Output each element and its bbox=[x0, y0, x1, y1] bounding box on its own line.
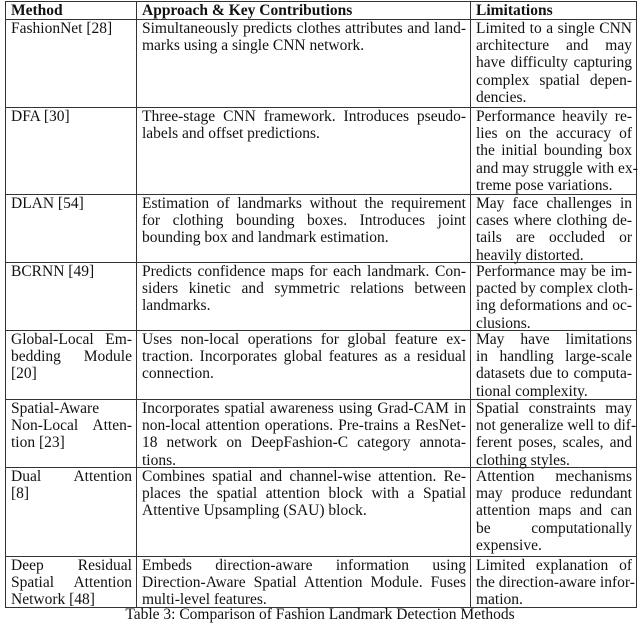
approach-cell bbox=[137, 400, 471, 467]
approach-text-line: non-local attention operations. Pre-trains a ResNet- bbox=[142, 417, 466, 435]
method-text-line: Spatial Attention bbox=[11, 574, 132, 592]
approach-text-line: landmarks. bbox=[142, 297, 211, 315]
limitations-text-line: Limited to a single CNN bbox=[476, 20, 632, 37]
method-text-line: Non-Local Atten- bbox=[11, 417, 132, 435]
method-text-line: tion [23] bbox=[11, 434, 65, 452]
table-header-row bbox=[6, 2, 636, 19]
method-text-line: Global-Local Em- bbox=[11, 331, 132, 348]
limitations-text-line: expensive. bbox=[476, 536, 542, 554]
method-cell bbox=[6, 195, 137, 262]
limitations-text-line: have difficulty capturing bbox=[476, 54, 632, 72]
method-cell bbox=[6, 20, 137, 107]
method-cell bbox=[6, 331, 137, 399]
header-cell bbox=[137, 2, 471, 19]
method-cell bbox=[6, 263, 137, 330]
limitations-text-line: attention maps and can bbox=[476, 502, 632, 520]
method-text-line: [20] bbox=[11, 365, 37, 383]
limitations-text-line: clusions. bbox=[476, 314, 531, 332]
approach-cell bbox=[137, 557, 471, 607]
limitations-text-line: cases where clothing de- bbox=[476, 212, 632, 230]
table-row bbox=[6, 467, 636, 556]
approach-text-line: Direction-Aware Spatial Attention Module. Fuses bbox=[142, 574, 466, 592]
approach-text-line: tions. bbox=[142, 451, 177, 469]
limitations-text-line: mation. bbox=[476, 591, 523, 609]
approach-cell bbox=[137, 195, 471, 262]
approach-text-line: Three-stage CNN framework. Introduces pseudo- bbox=[142, 108, 466, 125]
table-row bbox=[6, 107, 636, 194]
limitations-cell bbox=[471, 263, 636, 330]
limitations-cell bbox=[471, 20, 636, 107]
approach-text-line: connection. bbox=[142, 365, 214, 383]
limitations-text-line: may produce redundant bbox=[476, 485, 632, 503]
approach-text-line: Estimation of landmarks without the requirement bbox=[142, 195, 466, 212]
method-cell bbox=[6, 400, 137, 467]
table-row bbox=[6, 194, 636, 262]
header-cell bbox=[471, 2, 636, 19]
limitations-text-line: Limited explanation of bbox=[476, 557, 632, 574]
method-text-line: DFA [30] bbox=[11, 108, 70, 125]
limitations-text-line: and may struggle with ex- bbox=[476, 159, 638, 177]
approach-text-line: for clothing bounding boxes. Introduces joint bbox=[142, 212, 466, 230]
method-text-line: Spatial-Aware bbox=[11, 400, 100, 417]
limitations-text-line: May face challenges in bbox=[476, 195, 632, 212]
limitations-cell bbox=[471, 557, 636, 607]
limitations-text-line: tails are occluded or bbox=[476, 229, 632, 247]
approach-text-line: Incorporates spatial awareness using Grad-CAM in bbox=[142, 400, 466, 417]
method-text-line: FashionNet [28] bbox=[11, 20, 113, 37]
approach-cell bbox=[137, 468, 471, 556]
limitations-text-line: clothing styles. bbox=[476, 451, 570, 469]
approach-text-line: Attentive Upsampling (SAU) block. bbox=[142, 502, 367, 520]
method-cell bbox=[6, 108, 137, 194]
limitations-text-line: complex spatial depen- bbox=[476, 71, 632, 89]
approach-text-line: 18 network on DeepFashion-C category annota- bbox=[142, 434, 466, 452]
limitations-text-line: dencies. bbox=[476, 88, 527, 106]
limitations-text-line: in handling large-scale bbox=[476, 348, 632, 366]
table-caption: Table 3: Comparison of Fashion Landmark Detection Methods bbox=[125, 606, 515, 623]
limitations-cell bbox=[471, 468, 636, 556]
limitations-text-line: the initial bounding box bbox=[476, 142, 632, 160]
limitations-text-line: Performance heavily re- bbox=[476, 108, 632, 125]
limitations-text-line: Spatial constraints may bbox=[476, 400, 632, 417]
approach-text-line: multi-level features. bbox=[142, 591, 267, 609]
limitations-text-line: not generalize well to dif- bbox=[476, 417, 637, 435]
limitations-text-line: datasets due to computa- bbox=[476, 365, 632, 383]
table-row bbox=[6, 19, 636, 107]
limitations-text-line: ferent poses, scales, and bbox=[476, 434, 632, 452]
limitations-cell bbox=[471, 195, 636, 262]
approach-text-line: Simultaneously predicts clothes attributes and land- bbox=[142, 20, 466, 37]
limitations-text-line: pacted by complex cloth- bbox=[476, 280, 634, 298]
method-cell bbox=[6, 468, 137, 556]
table-row bbox=[6, 330, 636, 399]
limitations-text-line: tional complexity. bbox=[476, 382, 588, 400]
approach-text-line: siders kinetic and symmetric relations between bbox=[142, 280, 466, 298]
approach-text-line: labels and offset predictions. bbox=[142, 125, 320, 143]
limitations-text-line: treme pose variations. bbox=[476, 176, 613, 194]
approach-text-line: traction. Incorporates global features as a residual bbox=[142, 348, 466, 366]
approach-text-line: places the spatial attention block with a Spatial bbox=[142, 485, 466, 503]
approach-cell bbox=[137, 263, 471, 330]
method-text-line: BCRNN [49] bbox=[11, 263, 95, 280]
approach-cell bbox=[137, 331, 471, 399]
limitations-text-line: May have limitations bbox=[476, 331, 632, 348]
limitations-cell bbox=[471, 400, 636, 467]
header-label: Limitations bbox=[476, 2, 553, 19]
comparison-table bbox=[5, 1, 637, 608]
table-row bbox=[6, 399, 636, 467]
approach-cell bbox=[137, 20, 471, 107]
limitations-cell bbox=[471, 331, 636, 399]
approach-text-line: Embeds direction-aware information using bbox=[142, 557, 466, 574]
method-text-line: Deep Residual bbox=[11, 557, 132, 574]
limitations-text-line: heavily distorted. bbox=[476, 246, 584, 264]
method-text-line: Network [48] bbox=[11, 591, 95, 609]
approach-text-line: bounding box and landmark estimation. bbox=[142, 229, 389, 247]
header-label: Approach & Key Contributions bbox=[142, 2, 353, 19]
limitations-text-line: ing deformations and oc- bbox=[476, 297, 632, 315]
limitations-text-line: Attention mechanisms bbox=[476, 468, 632, 485]
method-text-line: bedding Module bbox=[11, 348, 132, 366]
approach-cell bbox=[137, 108, 471, 194]
limitations-cell bbox=[471, 108, 636, 194]
method-text-line: [8] bbox=[11, 485, 30, 503]
approach-text-line: Predicts confidence maps for each landmark. Con- bbox=[142, 263, 466, 280]
table-row bbox=[6, 556, 636, 607]
limitations-text-line: the direction-aware infor- bbox=[476, 574, 635, 592]
header-cell bbox=[6, 2, 137, 19]
table-row bbox=[6, 262, 636, 330]
approach-text-line: marks using a single CNN network. bbox=[142, 37, 365, 55]
limitations-text-line: architecture and may bbox=[476, 37, 632, 55]
method-cell bbox=[6, 557, 137, 607]
limitations-text-line: lies on the accuracy of bbox=[476, 125, 632, 143]
approach-text-line: Combines spatial and channel-wise attention. Re- bbox=[142, 468, 466, 485]
approach-text-line: Uses non-local operations for global feature ex- bbox=[142, 331, 466, 348]
method-text-line: DLAN [54] bbox=[11, 195, 84, 212]
limitations-text-line: Performance may be im- bbox=[476, 263, 632, 280]
header-label: Method bbox=[11, 2, 63, 19]
limitations-text-line: be computationally bbox=[476, 519, 632, 537]
method-text-line: Dual Attention bbox=[11, 468, 132, 485]
